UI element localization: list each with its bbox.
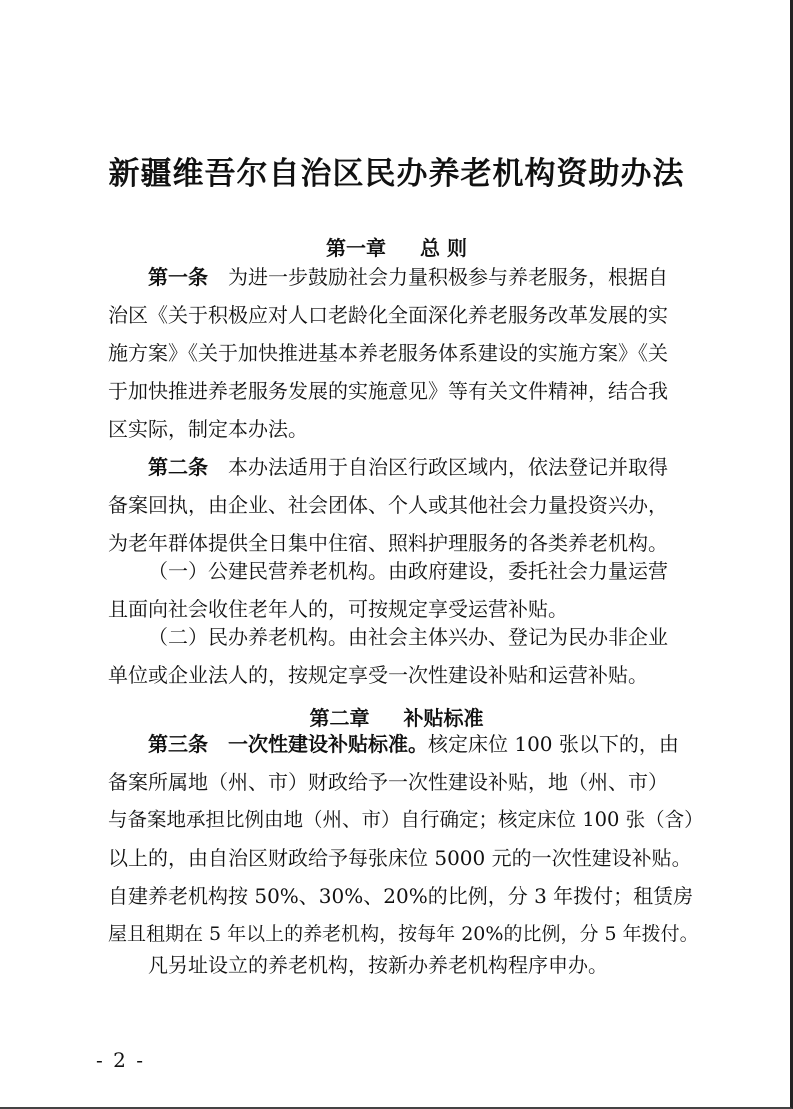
document-title: 新疆维吾尔自治区民办养老机构资助办法 bbox=[108, 156, 685, 192]
page-number: - 2 - bbox=[96, 1048, 145, 1072]
text-line: 与备案地承担比例由地（州、市）自行确定；核定床位 100 张（含） bbox=[108, 808, 704, 831]
text-line: 为进一步鼓励社会力量积极参与养老服务，根据自 bbox=[228, 265, 668, 289]
text-line: 屋且租期在 5 年以上的养老机构，按每年 20%的比例，分 5 年拨付。 bbox=[108, 923, 699, 945]
text-line: 本办法适用于自治区行政区域内，依法登记并取得 bbox=[228, 455, 668, 479]
article-label: 第二条 bbox=[148, 455, 208, 479]
article-three bbox=[108, 725, 708, 953]
text-line: 以上的，由自治区财政给予每张床位 5000 元的一次性建设补贴。 bbox=[108, 846, 692, 870]
article-one bbox=[108, 258, 708, 448]
chapter-label: 第二章 bbox=[309, 706, 370, 730]
text-line: 施方案》《关于加快推进基本养老服务体系建设的实施方案》《关 bbox=[108, 341, 668, 365]
text-line: 于加快推进养老服务发展的实施意见》等有关文件精神，结合我 bbox=[108, 379, 668, 403]
chapter-label: 第一章 bbox=[326, 236, 387, 260]
article-label: 第一条 bbox=[148, 265, 208, 289]
text-line: 备案所属地（州、市）财政给予一次性建设补贴，地（州、市） bbox=[108, 770, 668, 794]
text-line: 凡另址设立的养老机构，按新办养老机构程序申办。 bbox=[148, 953, 608, 977]
article-label: 第三条 bbox=[148, 732, 208, 756]
text-line: 自建养老机构按 50%、30%、20%的比例，分 3 年拨付；租赁房 bbox=[108, 884, 694, 908]
item-two bbox=[108, 618, 708, 694]
text-line: 为老年群体提供全日集中住宿、照料护理服务的各类养老机构。 bbox=[108, 531, 668, 555]
text-line: （一）公建民营养老机构。由政府建设，委托社会力量运营 bbox=[148, 559, 668, 583]
text-line: 治区《关于积极应对人口老龄化全面深化养老服务改革发展的实 bbox=[108, 303, 668, 327]
text-line: 区实际，制定本办法。 bbox=[108, 417, 308, 441]
text-line: 单位或企业法人的，按规定享受一次性建设补贴和运营补贴。 bbox=[108, 663, 648, 687]
item-one bbox=[108, 552, 708, 628]
text-line: 备案回执，由企业、社会团体、个人或其他社会力量投资兴办， bbox=[108, 493, 668, 517]
text-line: 且面向社会收住老年人的，可按规定享受运营补贴。 bbox=[108, 597, 568, 621]
article-heading: 一次性建设补贴标准。 bbox=[228, 732, 428, 756]
chapter-name: 总 则 bbox=[420, 236, 467, 260]
closing-paragraph bbox=[108, 946, 708, 984]
article-two bbox=[108, 448, 708, 562]
chapter-name: 补贴标准 bbox=[403, 706, 484, 730]
chapter-one-heading bbox=[0, 232, 793, 261]
text-line: 核定床位 100 张以下的，由 bbox=[428, 732, 679, 756]
text-line: （二）民办养老机构。由社会主体兴办、登记为民办非企业 bbox=[148, 625, 668, 649]
